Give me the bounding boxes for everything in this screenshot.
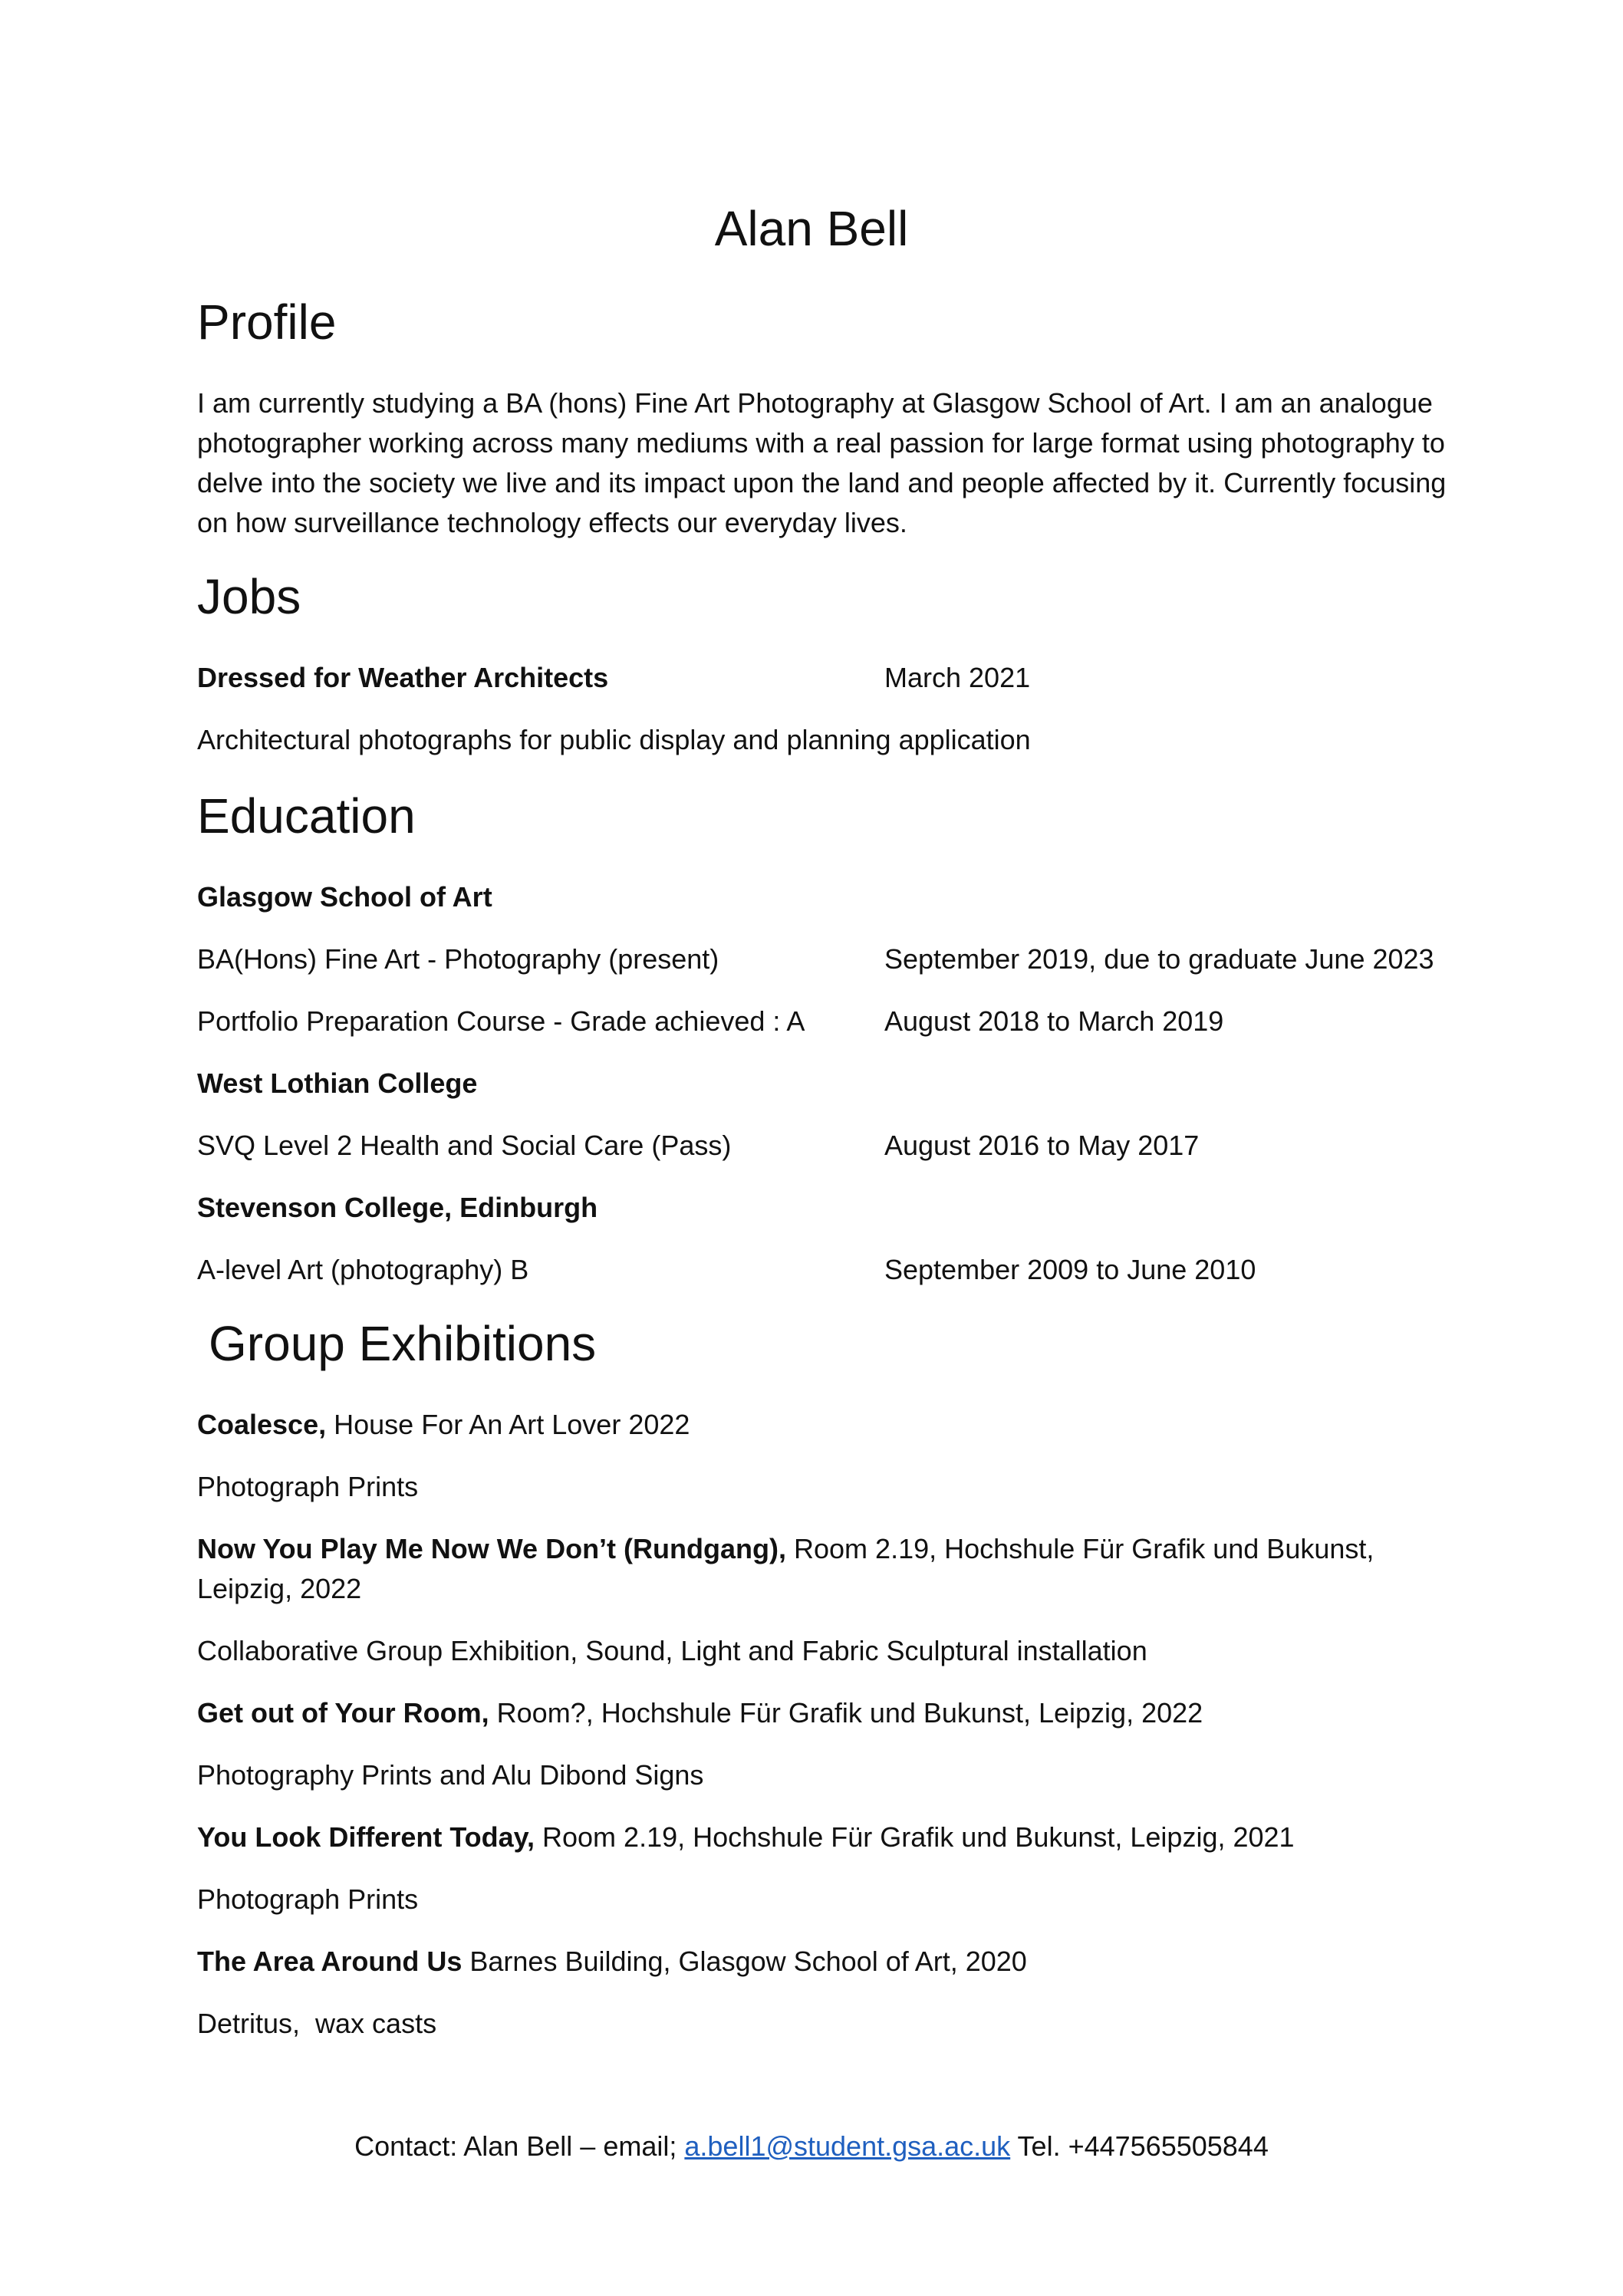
exhibition-title: Get out of Your Room, bbox=[197, 1697, 489, 1729]
education-heading: Education bbox=[197, 788, 416, 844]
exhibition-entry bbox=[197, 1405, 690, 1445]
exhibition-medium: Collaborative Group Exhibition, Sound, Light and Fabric Sculptural installation bbox=[197, 1635, 1147, 1666]
institution-name: West Lothian College bbox=[197, 1067, 478, 1099]
exhibition-medium: Photograph Prints bbox=[197, 1883, 419, 1915]
exhibition-entry bbox=[197, 1942, 1027, 1982]
course-name: Portfolio Preparation Course - Grade achieved : A bbox=[197, 1005, 805, 1037]
exhibition-entry bbox=[197, 1693, 1203, 1733]
job-date: March 2021 bbox=[884, 662, 1031, 693]
exhibition-title: The Area Around Us bbox=[197, 1946, 463, 1977]
course-dates: September 2019, due to graduate June 2023 bbox=[884, 943, 1434, 975]
exhibition-title: Now You Play Me Now We Don’t (Rundgang), bbox=[197, 1533, 786, 1564]
exhibition-venue: House For An Art Lover 2022 bbox=[334, 1409, 690, 1440]
course-dates: August 2018 to March 2019 bbox=[884, 1005, 1224, 1037]
institution-name: Stevenson College, Edinburgh bbox=[197, 1192, 598, 1223]
exhibition-venue: Room 2.19, Hochshule Für Grafik und Bukunst, Leipzig, 2021 bbox=[542, 1821, 1295, 1853]
contact-phone: Tel. +447565505844 bbox=[1017, 2130, 1269, 2162]
profile-heading: Profile bbox=[197, 294, 337, 350]
exhibitions-heading: Group Exhibitions bbox=[209, 1316, 597, 1371]
exhibition-title: Coalesce, bbox=[197, 1409, 327, 1440]
course-name: BA(Hons) Fine Art - Photography (present) bbox=[197, 943, 719, 975]
exhibition-entry bbox=[197, 1817, 1295, 1857]
exhibition-entry bbox=[197, 1529, 1394, 1609]
job-employer: Dressed for Weather Architects bbox=[197, 662, 609, 693]
course-name: SVQ Level 2 Health and Social Care (Pass) bbox=[197, 1130, 732, 1161]
exhibition-venue: Barnes Building, Glasgow School of Art, 2020 bbox=[469, 1946, 1027, 1977]
exhibition-medium: Photography Prints and Alu Dibond Signs bbox=[197, 1759, 704, 1791]
cv-name: Alan Bell bbox=[714, 201, 909, 256]
email-link[interactable]: a.bell1@student.gsa.ac.uk bbox=[684, 2130, 1011, 2162]
contact-prefix: Contact: Alan Bell – email; bbox=[354, 2130, 677, 2162]
exhibition-title: You Look Different Today, bbox=[197, 1821, 535, 1853]
exhibition-venue: Room?, Hochshule Für Grafik und Bukunst, Leipzig, 2022 bbox=[496, 1697, 1203, 1729]
exhibition-medium: Photograph Prints bbox=[197, 1471, 419, 1502]
profile-text: I am currently studying a BA (hons) Fine Art Photography at Glasgow School of Art. I am an analogue photographer working across many mediums with a real passion for large format using photography to delve into the society we live and its impact upon the land and people affected by it. Currently focusing on how surveillance technology effects our everyday lives. bbox=[197, 387, 1447, 538]
job-description: Architectural photographs for public display and planning application bbox=[197, 724, 1031, 755]
contact-footer bbox=[0, 2127, 1623, 2166]
course-dates: September 2009 to June 2010 bbox=[884, 1254, 1256, 1285]
exhibition-venue: Room 2.19, Hochshule Für Grafik und Bukunst, Leipzig, 2022 bbox=[197, 1533, 1374, 1604]
course-name: A-level Art (photography) B bbox=[197, 1254, 529, 1285]
jobs-heading: Jobs bbox=[197, 569, 301, 624]
course-dates: August 2016 to May 2017 bbox=[884, 1130, 1200, 1161]
exhibition-medium: Detritus, wax casts bbox=[197, 2008, 437, 2039]
institution-name: Glasgow School of Art bbox=[197, 881, 492, 913]
